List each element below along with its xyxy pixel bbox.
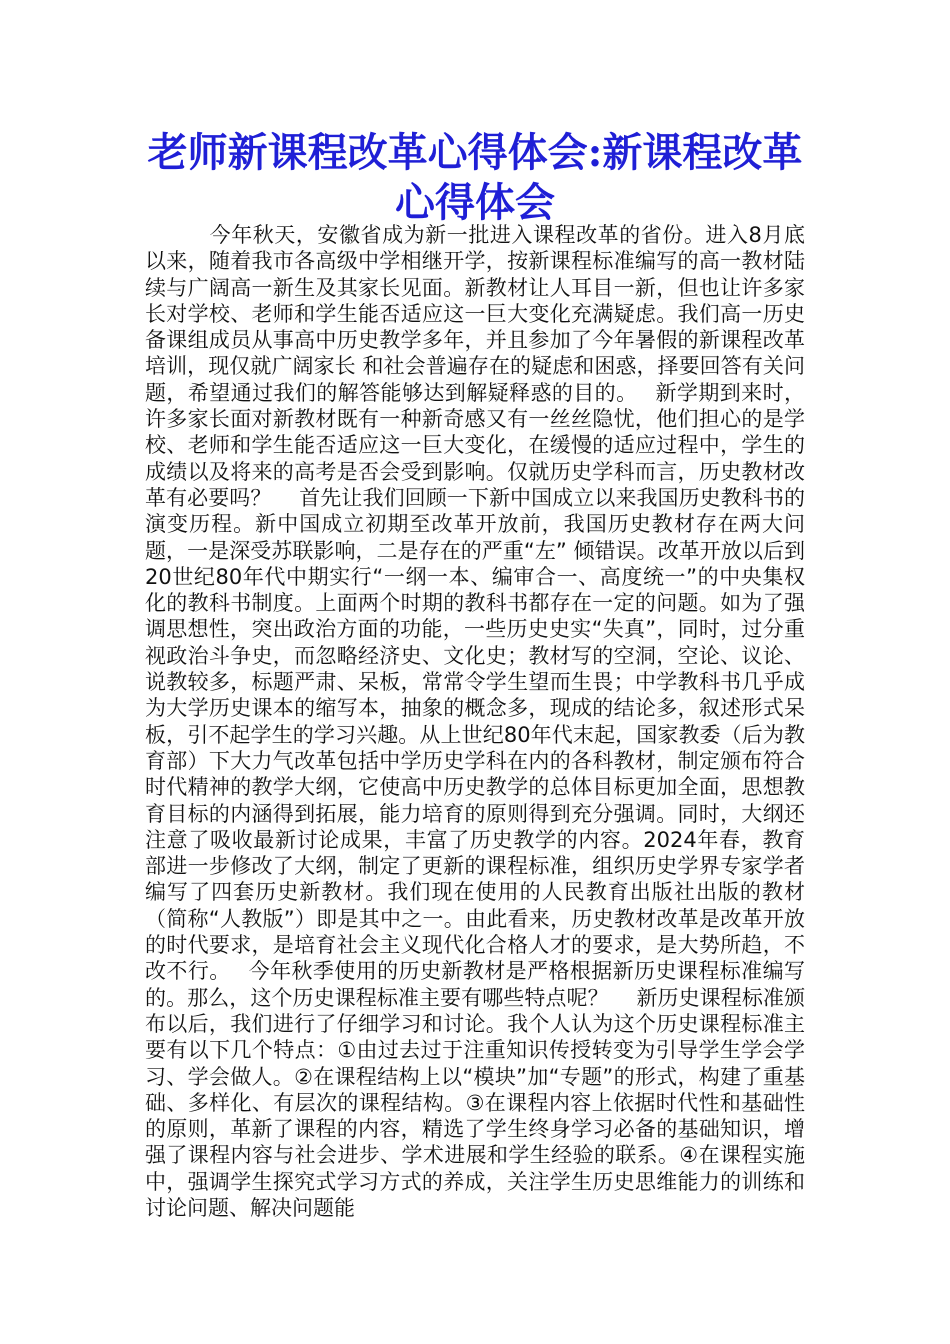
document-title: 老师新课程改革心得体会:新课程改革心得体会 <box>147 129 803 226</box>
document-body-text: 今年秋天，安徽省成为新一批进入课程改革的省份。进入8月底以来，随着我市各高级中学相继开学，按新课程标准编写的高一教材陆续与广阔高一新生及其家长见面。新教材让人耳目一新，但也让许多家长对学校、老师和学生能否适应这一巨大变化充满疑虑。我们高一历史备课组成员从事高中历史教学多年，并且参加了今年暑假的新课程改革培训，现仅就广阔家长 和社会普遍存在的疑虑和困惑，择要回答有关问题，希望通过我们的解答能够达到解疑释惑的目的。 新学期到来时，许多家长面对新教材既有一种新奇感又有一丝丝隐忧，他们担心的是学校、老师和学生能否适应这一巨大变化，在缓慢的适应过程中，学生的成绩以及将来的高考是否会受到影响。仅就历史学科而言，历史教材改革有必要吗？ 首先让我们回顾一下新中国成立以来我国历史教科书的演变历程。新中国成立初期至改革开放前，我国历史教材存在两大问题，一是深受苏联影响，二是存在的严重“左” 倾错误。改革开放以后到20世纪80年代中期实行“一纲一本、编审合一、高度统一”的中央集权化的教科书制度。上面两个时期的教科书都存在一定的问题。如为了强调思想性，突出政治方面的功能，一些历史史实“失真”，同时，过分重视政治斗争史，而忽略经济史、文化史；教材写的空洞，空论、议论、说教较多，标题严肃、呆板，常常令学生望而生畏；中学教科书几乎成为大学历史课本的缩写本，抽象的概念多，现成的结论多，叙述形式呆板，引不起学生的学习兴趣。从上世纪80年代末起，国家教委（后为教育部）下大力气改革包括中学历史学科在内的各科教材，制定颁布符合时代精神的教学大纲，它使高中历史教学的总体目标更加全面，思想教育目标的内涵得到拓展，能力培育的原则得到充分强调。同时，大纲还注意了吸收最新讨论成果，丰富了历史教学的内容。2024年春，教育部进一步修改了大纲，制定了更新的课程标准，组织历史学界专家学者编写了四套历史新教材。我们现在使用的人民教育出版社出版的教材（简称“人教版”）即是其中之一。由此看来，历史教材改革是改革开放的时代要求，是培育社会主义现代化合格人才的要求，是大势所趋，不改不行。 今年秋季使用的历史新教材是严格根据新历史课程标准编写的。那么，这个历史课程标准主要有哪些特点呢？ 新历史课程标准颁布以后，我们进行了仔细学习和讨论。我个人认为这个历史课程标准主要有以下几个特点：①由过去过于注重知识传授转变为引导学生学会学习、学会做人。②在课程结构上以“模块”加“专题”的形式，构建了重基础、多样化、有层次的课程结构。③在课程内容上依据时代性和基础性的原则，革新了课程的内容，精选了学生终身学习必备的基础知识，增强了课程内容与社会进步、学术进展和学生经验的联系。④在课程实施中，强调学生探究式学习方式的养成，关注学生历史思维能力的训练和讨论问题、解决问题能 <box>145 223 805 1220</box>
